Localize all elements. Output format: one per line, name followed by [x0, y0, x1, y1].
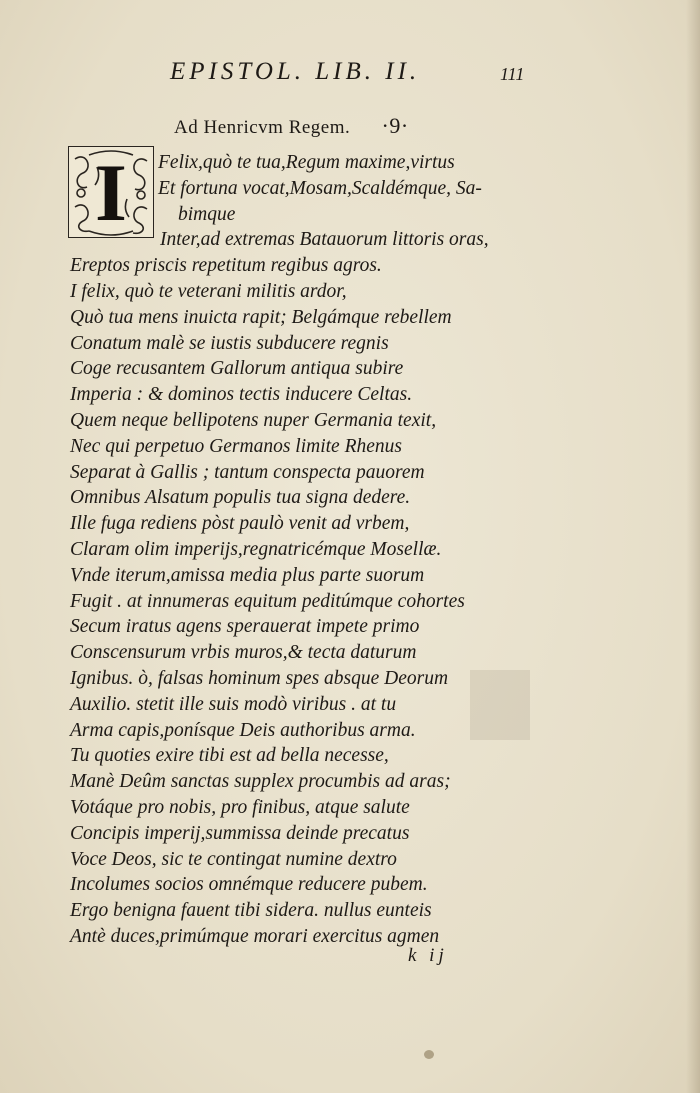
verse-line: Et fortuna vocat,Mosam,Scaldémque, Sa- [158, 177, 482, 199]
verse-line: Vnde iterum,amissa media plus parte suorum [70, 564, 425, 586]
verse-line: Incolumes socios omnémque reducere pubem. [70, 874, 428, 896]
verse-line: Ereptos priscis repetitum regibus agros. [70, 255, 382, 277]
page-number: 111 [500, 64, 525, 84]
show-through-initial [470, 670, 530, 740]
verse-line: Fugit . at innumeras equitum peditúmque cohortes [70, 590, 465, 612]
verse-line: Coge recusantem Gallorum antiqua subire [70, 358, 404, 380]
verse-line: bimque [178, 203, 236, 225]
verse-line: Secum iratus agens sperauerat impete primo [70, 616, 420, 638]
verse-line: Omnibus Alsatum populis tua signa dedere. [70, 487, 411, 509]
poem-title-text: Ad Henricvm Regem. [174, 117, 351, 138]
signature-mark: ·9· [381, 113, 409, 138]
verse-line: Voce Deos, sic te contingat numine dextro [70, 848, 397, 870]
verse-line: I felix, quò te veterani militis ardor, [70, 281, 347, 302]
verse-line: Manè Deûm sanctas supplex procumbis ad aras; [70, 771, 451, 793]
signature-catchword: k ij [408, 945, 448, 966]
verse-line: Auxilio. stetit ille suis modò viribus . at tu [70, 693, 397, 715]
verse-line: Conscensurum vrbis muros,& tecta daturum [70, 642, 417, 664]
poem-title [174, 113, 409, 139]
verse-line: Tu quoties exire tibi est ad bella necesse, [70, 745, 389, 767]
verse-line: Concipis imperij,summissa deinde precatus [70, 822, 410, 844]
verse-line: Ille fuga rediens pòst paulò venit ad vrbem, [70, 513, 410, 535]
verse-line: Inter,ad extremas Batauorum littoris oras, [160, 229, 489, 251]
verse-line: Votáque pro nobis, pro finibus, atque salute [70, 797, 410, 818]
verse-line: Arma capis,ponísque Deis authoribus arma. [70, 719, 416, 741]
verse-line: Ignibus. ò, falsas hominum spes absque Deorum [70, 668, 449, 689]
paper-stain [424, 1050, 434, 1059]
verse-line: Quò tua mens inuicta rapit; Belgámque rebellem [70, 306, 452, 328]
verse-line: Conatum malè se iustis subducere regnis [70, 332, 389, 354]
decorated-initial [68, 146, 154, 238]
verse-line: Ergo benigna fauent tibi sidera. nullus eunteis [70, 900, 432, 922]
verse-line: Separat à Gallis ; tantum conspecta pauorem [70, 461, 425, 483]
initial-letter: I [95, 147, 127, 238]
verse-line: Quem neque bellipotens nuper Germania texit, [70, 410, 437, 431]
verse-line: Antè duces,primúmque morari exercitus agmen [70, 926, 440, 947]
verse-line: Imperia : & dominos tectis inducere Celtas. [70, 384, 413, 406]
running-head: EPISTOL. LIB. II. [170, 58, 421, 85]
verse-line: Nec qui perpetuo Germanos limite Rhenus [70, 435, 402, 457]
verse-line: Claram olim imperijs,regnatricémque Mosellæ. [70, 539, 442, 560]
verse-line: Felix,quò te tua,Regum maxime,virtus [158, 152, 455, 173]
